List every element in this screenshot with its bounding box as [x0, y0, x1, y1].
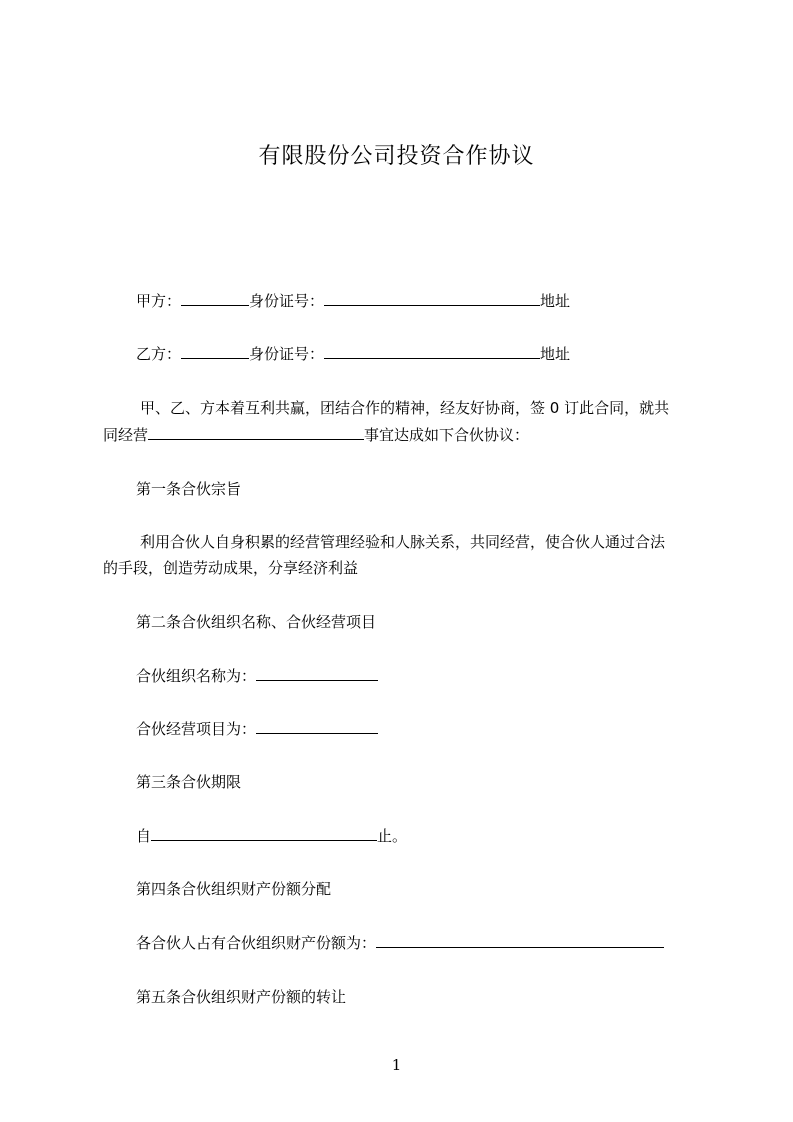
share-blank: [376, 932, 664, 948]
party-a-id-label: 身份证号：: [249, 292, 325, 310]
article-1-line-2: 的手段，创造劳动成果，分享经济利益: [103, 559, 359, 577]
party-a-id-blank: [324, 290, 540, 306]
term-blank: [151, 825, 377, 841]
share-label: 各合伙人占有合伙组织财产份额为：: [136, 934, 377, 952]
party-a-name-blank: [181, 290, 249, 306]
article-1-heading: 第一条合伙宗旨: [136, 480, 242, 498]
preamble-prefix: 同经营: [103, 426, 149, 444]
party-b-address-label: 地址: [540, 345, 571, 363]
org-name-line: [136, 665, 378, 687]
party-a-line: [136, 290, 570, 312]
term-from-label: 自: [136, 827, 152, 845]
preamble-suffix: 事宜达成如下合伙协议：: [364, 426, 530, 444]
party-b-line: [136, 343, 570, 365]
page-number: 1: [391, 1056, 402, 1074]
party-b-id-blank: [324, 343, 540, 359]
preamble-line-2: [103, 424, 529, 446]
party-b-name-blank: [181, 343, 249, 359]
party-b-label: 乙方：: [136, 345, 182, 363]
org-name-label: 合伙组织名称为：: [136, 667, 257, 685]
party-b-id-label: 身份证号：: [249, 345, 325, 363]
term-to-label: 止。: [377, 827, 408, 845]
business-blank: [148, 424, 364, 440]
document-title: 有限股份公司投资合作协议: [258, 144, 535, 169]
article-5-heading: 第五条合伙组织财产份额的转让: [136, 988, 347, 1006]
term-line: [136, 825, 407, 847]
party-a-address-label: 地址: [540, 292, 571, 310]
party-a-label: 甲方：: [136, 292, 182, 310]
project-label: 合伙经营项目为：: [136, 720, 257, 738]
article-1-line-1: 利用合伙人自身积累的经营管理经验和人脉关系，共同经营，使合伙人通过合法: [140, 533, 666, 551]
org-name-blank: [256, 665, 378, 681]
article-4-heading: 第四条合伙组织财产份额分配: [136, 880, 332, 898]
article-2-heading: 第二条合伙组织名称、合伙经营项目: [136, 613, 377, 631]
project-line: [136, 718, 378, 740]
article-3-heading: 第三条合伙期限: [136, 773, 242, 791]
preamble-line-1: 甲、乙、方本着互利共赢，团结合作的精神，经友好协商，签 0 订此合同，就共: [140, 399, 670, 417]
project-blank: [256, 718, 378, 734]
share-line: [136, 932, 664, 954]
